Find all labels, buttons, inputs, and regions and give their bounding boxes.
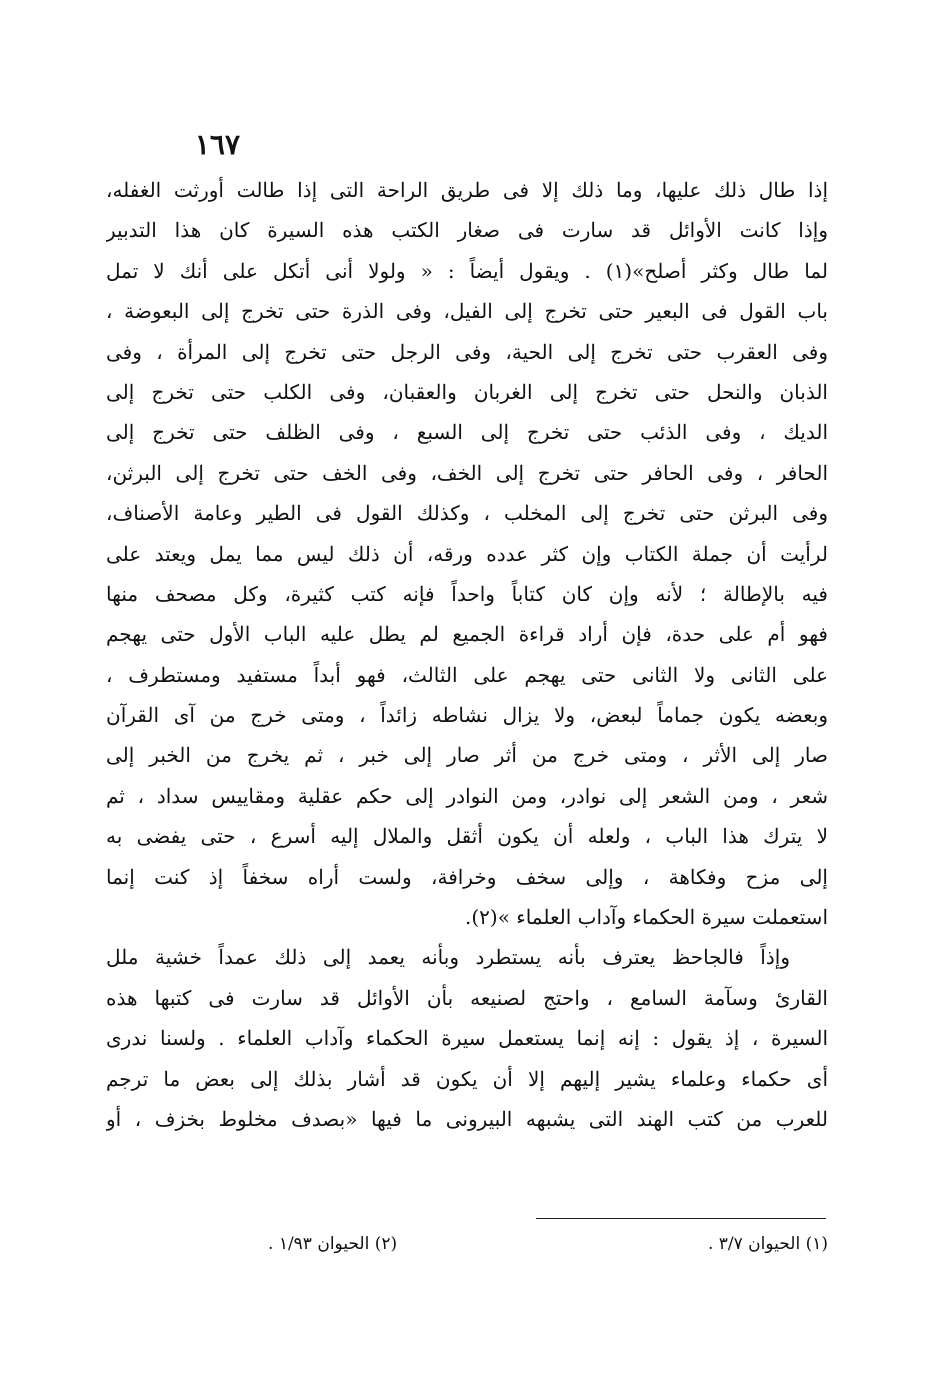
text-line: السيرة ، إذ يقول : إنه إنما يستعمل سيرة الحكماء وآداب العلماء . ولسنا ندرى — [106, 1026, 828, 1051]
text-line: فهو أم على حدة، فإن أراد قراءة الجميع لم يطل عليه الباب الأول حتى يهجم — [106, 622, 828, 647]
footnotes — [268, 1234, 828, 1254]
text-line: وإذا كانت الأوائل قد سارت فى صغار الكتب هذه السيرة كان هذا التدبير — [106, 218, 828, 243]
text-line: الديك ، وفى الذئب حتى تخرج إلى السبع ، وفى الظلف حتى تخرج إلى — [106, 420, 828, 445]
text-line: إذا طال ذلك عليها، وما ذلك إلا فى طريق الراحة التى إذا طالت أورثت الغفله، — [106, 178, 828, 202]
text-line: لما طال وكثر أصلح»(١) . ويقول أيضاً : « ولولا أنى أتكل على أنك لا تمل — [106, 258, 828, 283]
text-line: أى حكماء وعلماء يشير إليهم إلا أن يكون قد أشار بذلك إلى بعض ما ترجم — [106, 1066, 828, 1091]
text-line: باب القول فى البعير حتى تخرج إلى الفيل، وفى الذرة حتى تخرج إلى البعوضة ، — [106, 299, 828, 324]
text-line: صار إلى الأثر ، ومتى خرج من أثر صار إلى خبر ، ثم يخرج من الخبر إلى — [106, 743, 828, 768]
body-text — [106, 170, 828, 1139]
footnote-2: (٢) الحيوان ١/٩٣ . — [268, 1234, 398, 1254]
text-line: استعملت سيرة الحكماء وآداب العلماء »(٢). — [464, 905, 828, 930]
text-line: للعرب من كتب الهند التى يشبهه البيرونى ما فيها «بصدف مخلوط بخزف ، أو — [106, 1106, 828, 1131]
text-line: شعر ، ومن الشعر إلى نوادر، ومن النوادر إلى حكم عقلية ومقاييس سداد ، ثم — [106, 783, 828, 808]
page-number: ١٦٧ — [194, 128, 240, 161]
text-line: لا يترك هذا الباب ، ولعله أن يكون أثقل والملال إليه أسرع ، حتى يفضى به — [106, 824, 828, 849]
text-line: الذبان والنحل حتى تخرج إلى الغربان والعقبان، وفى الكلب حتى تخرج إلى — [106, 379, 828, 404]
paragraph-start-line: وإذاً فالجاحظ يعترف بأنه يستطرد وبأنه يعمد إلى ذلك عمداً خشية ملل — [106, 945, 790, 970]
footnote-divider — [536, 1218, 826, 1219]
text-line: وفى البرثن حتى تخرج إلى المخلب ، وكذلك القول فى الطير وعامة الأصناف، — [106, 501, 828, 526]
text-line: إلى مزح وفكاهة ، وإلى سخف وخرافة، ولست أراه سخفاً إذ كنت إنما — [106, 864, 828, 889]
text-line: على الثانى ولا الثانى حتى يهجم على الثالث، فهو أبداً مستفيد ومستطرف ، — [106, 662, 828, 687]
text-line: لرأيت أن جملة الكتاب وإن كثر عدده ورقه، أن ذلك ليس مما يمل ويعتد على — [106, 541, 828, 566]
footnote-1: (١) الحيوان ٣/٧ . — [707, 1234, 828, 1254]
text-line: وفى العقرب حتى تخرج إلى الحية، وفى الرجل حتى تخرج إلى المرأة ، وفى — [106, 339, 828, 364]
text-line: فيه بالإطالة ؛ لأنه وإن كان كتاباً واحداً فإنه كتب كثيرة، وكل مصحف منها — [106, 581, 828, 606]
text-line: وبعضه يكون جماماً لبعض، ولا يزال نشاطه زائداً ، ومتى خرج من آى القرآن — [106, 703, 828, 728]
text-line: الحافر ، وفى الحافر حتى تخرج إلى الخف، وفى الخف حتى تخرج إلى البرثن، — [106, 460, 828, 485]
text-line: القارئ وسآمة السامع ، واحتج لصنيعه بأن الأوائل قد سارت فى كتبها هذه — [106, 985, 828, 1010]
